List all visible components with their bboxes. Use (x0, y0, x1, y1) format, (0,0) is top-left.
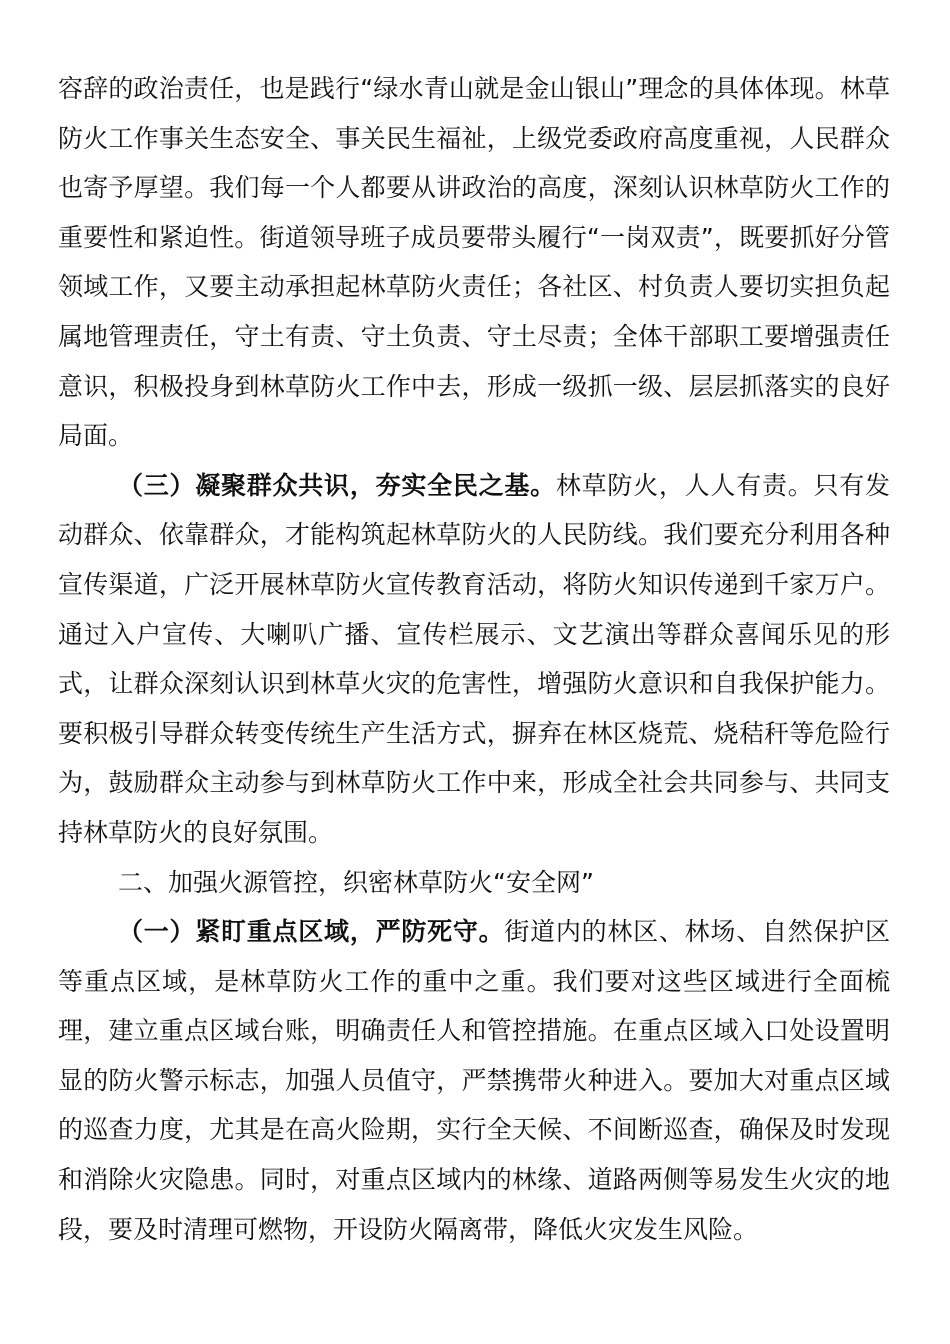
paragraph-text: 街道内的林区、林场、自然保护区等重点区域，是林草防火工作的重中之重。我们要对这些区域进行全面梳理，建立重点区域台账，明确责任人和管控措施。在重点区域入口处设置明显的防火警示标志，加强人员值守，严禁携带火种进入。要加大对重点区域的巡查力度，尤其是在高火险期，实行全天候、不间断巡查，确保及时发现和消除火灾隐患。同时，对重点区域内的林缘、道路两侧等易发生火灾的地段，要及时清理可燃物，开设防火隔离带，降低火灾发生风险。 (58, 917, 890, 1244)
paragraph-text: 容辞的政治责任，也是践行“绿水青山就是金山银山”理念的具体体现。林草防火工作事关生态安全、事关民生福祉，上级党委政府高度重视，人民群众也寄予厚望。我们每一个人都要从讲政治的高度，深刻认识林草防火工作的重要性和紧迫性。街道领导班子成员要带头履行“一岗双责”，既要抓好分管领域工作，又要主动承担起林草防火责任；各社区、村负责人要切实担负起属地管理责任，守土有责、守土负责、守土尽责；全体干部职工要增强责任意识，积极投身到林草防火工作中去，形成一级抓一级、层层抓落实的良好局面。 (58, 74, 890, 451)
section-heading-bold: （三）凝聚群众共识，夯实全民之基。 (118, 470, 556, 500)
document-body (58, 64, 890, 1254)
section-heading-bold: （一）紧盯重点区域，严防死守。 (118, 917, 505, 947)
chapter-heading (58, 858, 890, 908)
paragraph-continuation (58, 64, 890, 461)
paragraph-section-one (58, 907, 890, 1254)
paragraph-text: 林草防火，人人有责。只有发动群众、依靠群众，才能构筑起林草防火的人民防线。我们要充分利用各种宣传渠道，广泛开展林草防火宣传教育活动，将防火知识传递到千家万户。通过入户宣传、大喇叭广播、宣传栏展示、文艺演出等群众喜闻乐见的形式，让群众深刻认识到林草火灾的危害性，增强防火意识和自我保护能力。要积极引导群众转变传统生产生活方式，摒弃在林区烧荒、烧秸秆等危险行为，鼓励群众主动参与到林草防火工作中来，形成全社会共同参与、共同支持林草防火的良好氛围。 (58, 470, 890, 847)
paragraph-section-three (58, 461, 890, 858)
heading-text: 二、加强火源管控，织密林草防火“安全网” (118, 867, 594, 897)
